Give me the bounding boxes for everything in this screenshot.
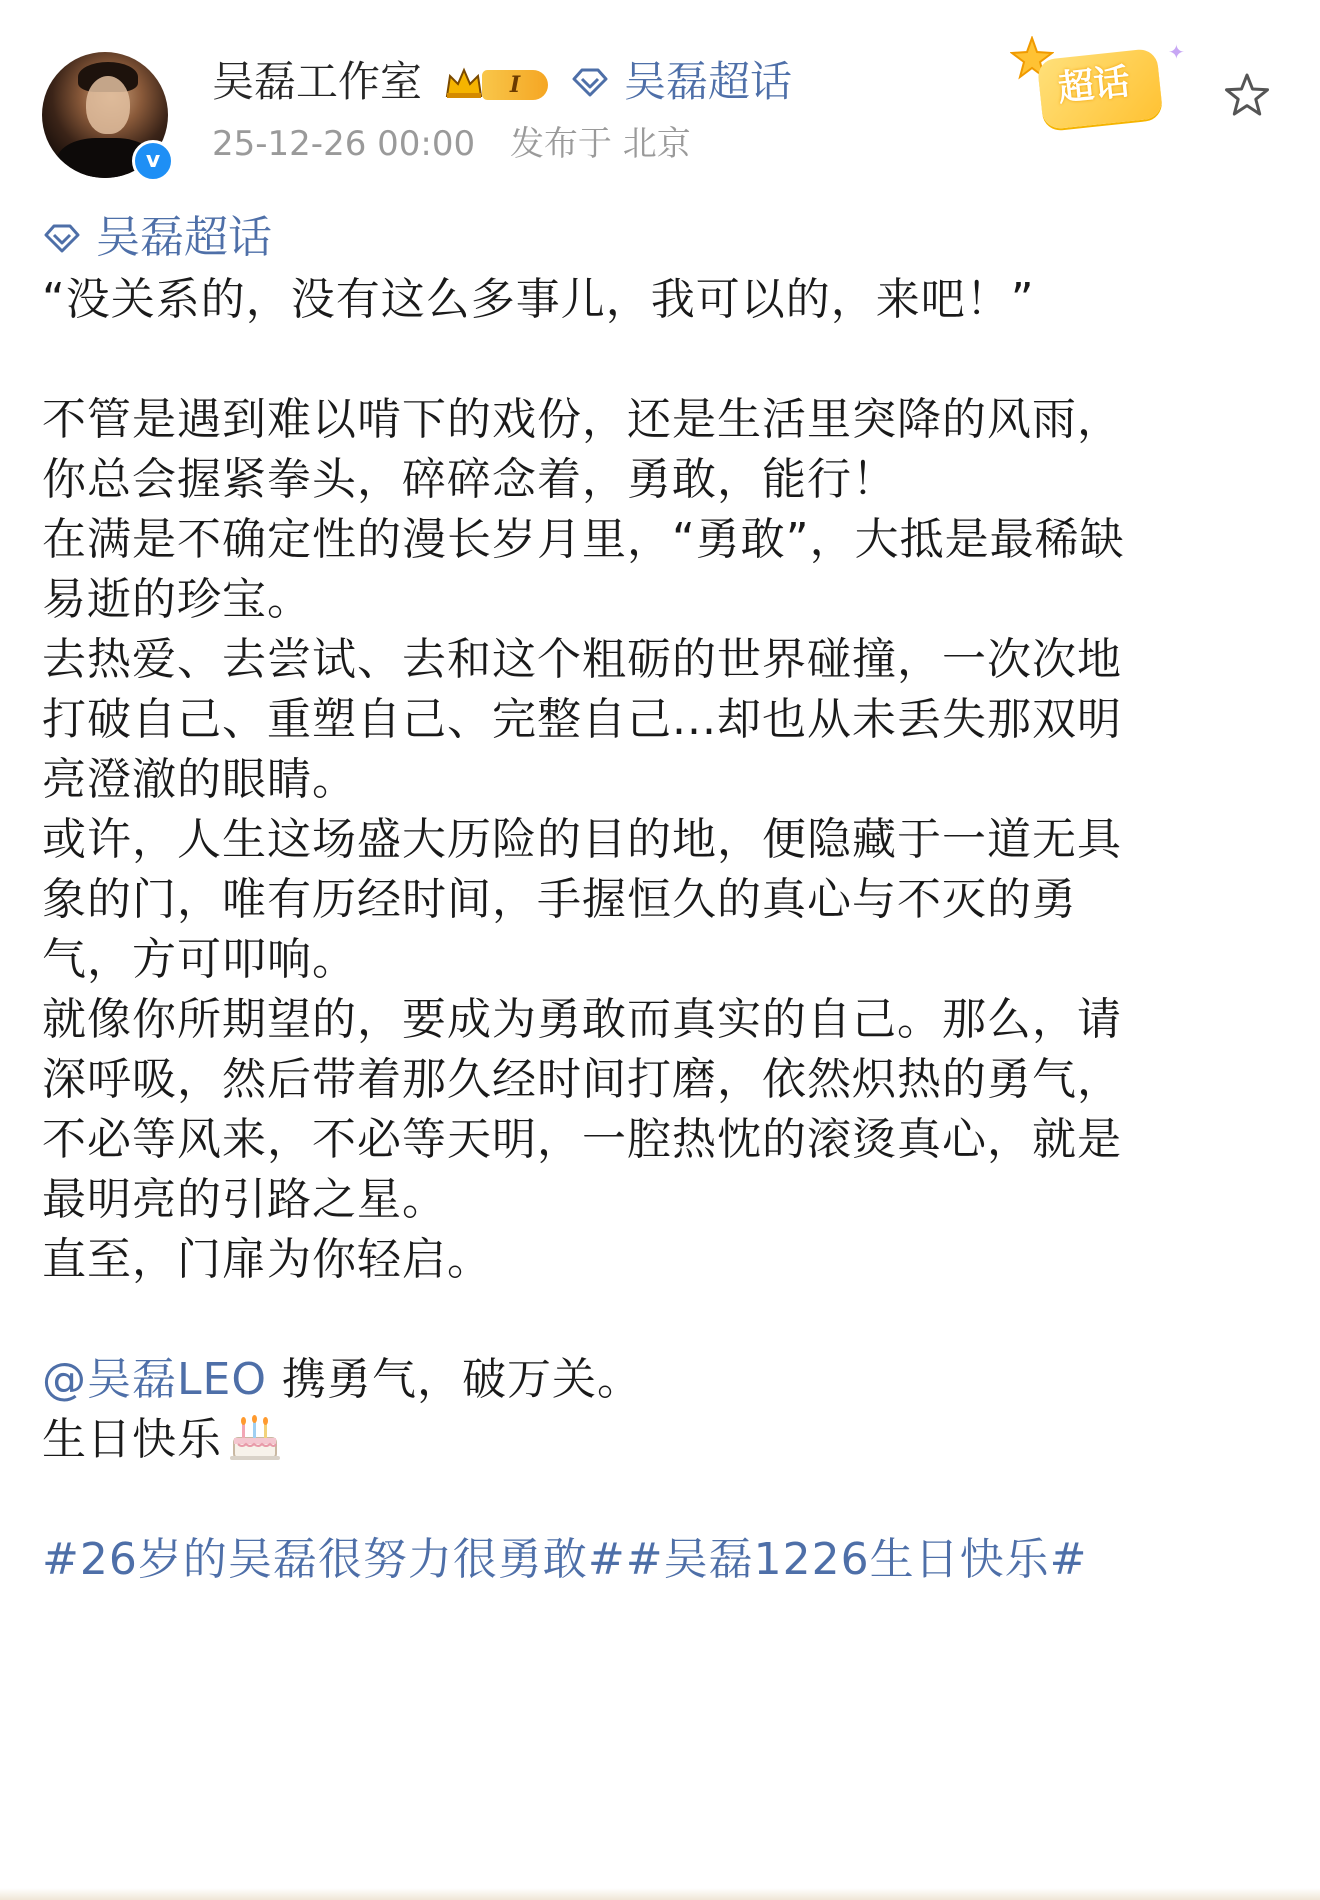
mention-line: [42, 1350, 1282, 1410]
crown-icon: [444, 66, 484, 100]
body-line: 在满是不确定性的漫长岁月里，“勇敢”，大抵是最稀缺: [42, 514, 1125, 565]
birthday-cake-icon: [228, 1412, 282, 1462]
body-topic-link[interactable]: [42, 206, 1282, 270]
mention-text: 携勇气，破万关。: [266, 1354, 642, 1405]
body-line: 象的门，唯有历经时间，手握恒久的真心与不灭的勇: [42, 874, 1077, 925]
body-line: “没关系的，没有这么多事儿，我可以的，来吧！”: [42, 274, 1035, 325]
post-meta: [212, 122, 715, 166]
body-line: 亮澄澈的眼睛。: [42, 754, 357, 805]
post-timestamp: 25-12-26 00:00: [212, 124, 476, 164]
body-line: 不必等风来，不必等天明，一腔热忱的滚烫真心，就是: [42, 1114, 1122, 1165]
post-body: [42, 206, 1282, 1590]
body-line: 打破自己、重塑自己、完整自己...却也从未丢失那双明: [42, 694, 1122, 745]
mention-link[interactable]: @吴磊LEO: [42, 1354, 267, 1405]
post-header: [0, 0, 1320, 190]
author-name[interactable]: 吴磊工作室: [212, 57, 423, 106]
body-line: 最明亮的引路之星。: [42, 1174, 447, 1225]
diamond-topic-icon: [570, 67, 610, 97]
chaohua-sticker[interactable]: [1000, 34, 1190, 138]
body-line: 或许，人生这场盛大历险的目的地，便隐藏于一道无具: [42, 814, 1122, 865]
blank-line: [42, 1470, 1282, 1530]
body-line: 你总会握紧拳头，碎碎念着，勇敢，能行！: [42, 454, 897, 505]
body-line: 就像你所期望的，要成为勇敢而真实的自己。那么，请: [42, 994, 1122, 1045]
star-outline-icon[interactable]: [1222, 70, 1272, 120]
sparkle-icon: ✦: [1168, 40, 1185, 64]
blank-line: [42, 330, 1282, 390]
body-line: 气，方可叩响。: [42, 934, 357, 985]
vip-level: I: [482, 70, 548, 100]
body-line: 直至，门扉为你轻启。: [42, 1234, 492, 1285]
blank-line: [42, 1290, 1282, 1350]
bottom-edge: [0, 1888, 1320, 1900]
birthday-line: [42, 1410, 1282, 1470]
sticker-label: 超话: [1056, 61, 1132, 110]
body-line: 易逝的珍宝。: [42, 574, 312, 625]
verified-badge-icon: v: [132, 140, 174, 182]
body-line: 不管是遇到难以啃下的戏份，还是生活里突降的风雨，: [42, 394, 1122, 445]
vip-badge[interactable]: [444, 64, 556, 104]
diamond-topic-icon: [42, 223, 82, 253]
body-topic-label: 吴磊超话: [96, 212, 272, 263]
body-line: 去热爱、去尝试、去和这个粗砺的世界碰撞，一次次地: [42, 634, 1122, 685]
header-topic-label: 吴磊超话: [624, 57, 793, 106]
header-topic-link[interactable]: [570, 56, 792, 108]
hashtag-links[interactable]: #26岁的吴磊很努力很勇敢##吴磊1226生日快乐#: [42, 1534, 1088, 1585]
body-line: 深呼吸，然后带着那久经时间打磨，依然炽热的勇气，: [42, 1054, 1122, 1105]
birthday-text: 生日快乐: [42, 1414, 222, 1465]
post-location: 发布于 北京: [509, 124, 691, 164]
avatar-face: [86, 76, 130, 134]
